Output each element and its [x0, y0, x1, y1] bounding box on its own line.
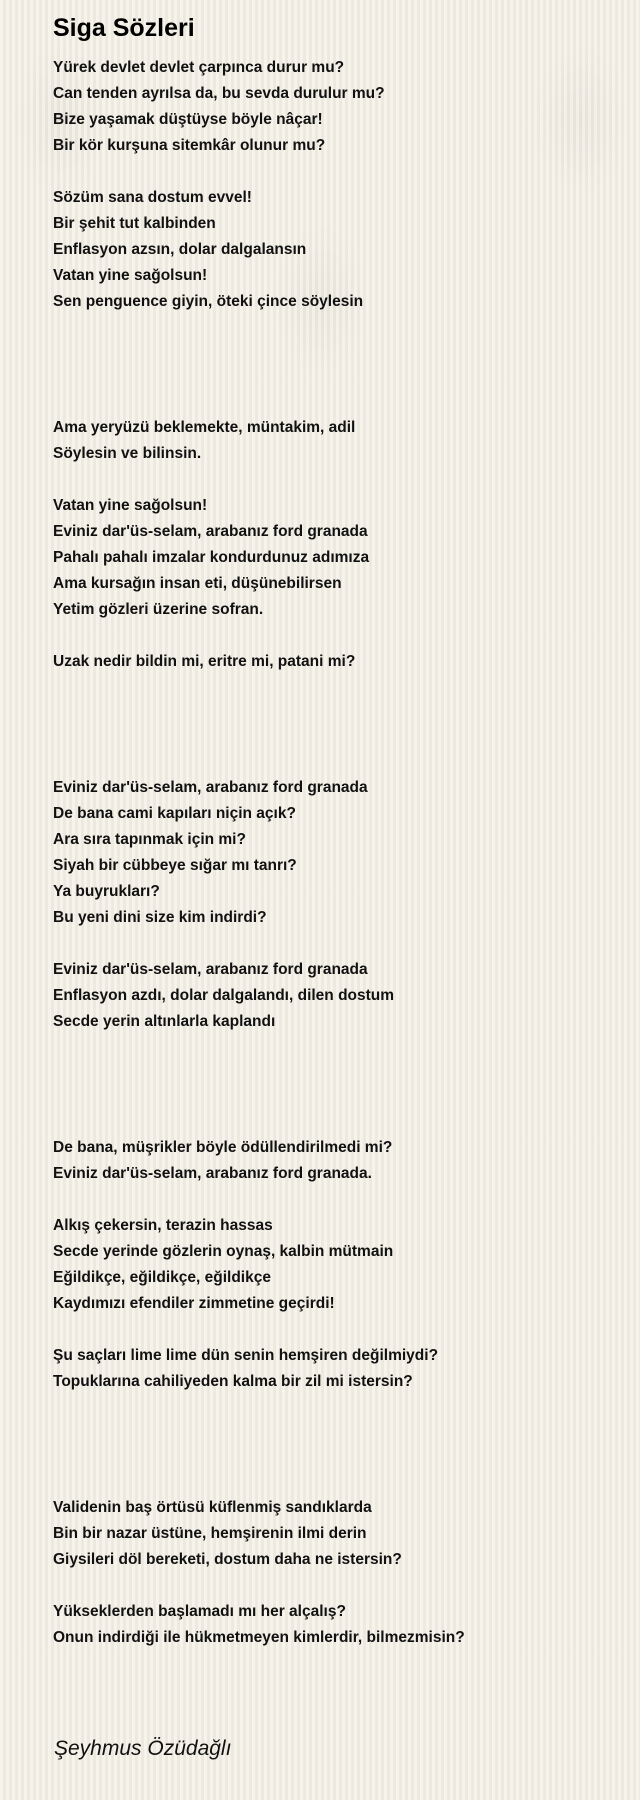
stanza [53, 775, 623, 931]
stanza [53, 185, 623, 315]
poem-line: Giysileri döl bereketi, dostum daha ne istersin? [53, 1551, 402, 1568]
stanza [53, 1135, 623, 1187]
poem-line: Enflasyon azsın, dolar dalgalansın [53, 241, 307, 258]
poem-line: Topuklarına cahiliyeden kalma bir zil mi istersin? [53, 1373, 413, 1390]
poem-line: Ama yeryüzü beklemekte, müntakim, adil [53, 419, 356, 436]
poem-body [53, 55, 623, 1651]
poem-title: Siga Sözleri [53, 14, 195, 42]
poem-line: Bir şehit tut kalbinden [53, 215, 216, 232]
stanza [53, 1495, 623, 1573]
poem-line: Alkış çekersin, terazin hassas [53, 1217, 273, 1234]
poem-line: Söylesin ve bilinsin. [53, 445, 202, 462]
poem-line: Eviniz dar'üs-selam, arabanız ford granada [53, 961, 368, 978]
poem-line: Pahalı pahalı imzalar kondurdunuz adımıza [53, 549, 370, 566]
poem-line: Bir kör kurşuna sitemkâr olunur mu? [53, 137, 326, 154]
poem-line: Enflasyon azdı, dolar dalgalandı, dilen dostum [53, 987, 395, 1004]
poem-line: Can tenden ayrılsa da, bu sevda durulur mu? [53, 85, 385, 102]
poem-line: Bize yaşamak düştüyse böyle nâçar! [53, 111, 323, 128]
poem-line: Sözüm sana dostum evvel! [53, 189, 252, 206]
poem-container [53, 8, 623, 1651]
poem-line: Bu yeni dini size kim indirdi? [53, 909, 267, 926]
stanza [53, 957, 623, 1035]
poem-author: Şeyhmus Özüdağlı [54, 1737, 232, 1760]
poem-line: Onun indirdiği ile hükmetmeyen kimlerdir, bilmezmisin? [53, 1629, 465, 1646]
poem-line: Siyah bir cübbeye sığar mı tanrı? [53, 857, 297, 874]
poem-line: Eviniz dar'üs-selam, arabanız ford granada. [53, 1165, 372, 1182]
poem-line: Eğildikçe, eğildikçe, eğildikçe [53, 1269, 271, 1286]
poem-line: Yürek devlet devlet çarpınca durur mu? [53, 59, 345, 76]
poem-line: Yükseklerden başlamadı mı her alçalış? [53, 1603, 346, 1620]
poem-line: Vatan yine sağolsun! [53, 267, 208, 284]
poem-line: Uzak nedir bildin mi, eritre mi, patani mi? [53, 653, 356, 670]
stanza [53, 55, 623, 159]
poem-line: Secde yerin altınlarla kaplandı [53, 1013, 276, 1030]
poem-line: Bin bir nazar üstüne, hemşirenin ilmi derin [53, 1525, 367, 1542]
poem-line: De bana, müşrikler böyle ödüllendirilmedi mi? [53, 1139, 393, 1156]
stanza [53, 1599, 623, 1651]
poem-line: Şu saçları lime lime dün senin hemşiren değilmiydi? [53, 1347, 439, 1364]
poem-line: Ama kursağın insan eti, düşünebilirsen [53, 575, 342, 592]
stanza [53, 493, 623, 623]
stanza [53, 1343, 623, 1395]
poem-line: Validenin baş örtüsü küflenmiş sandıklarda [53, 1499, 372, 1516]
poem-line: Yetim gözleri üzerine sofran. [53, 601, 264, 618]
poem-line: Ara sıra tapınmak için mi? [53, 831, 246, 848]
stanza [53, 1213, 623, 1317]
poem-line: Ya buyrukları? [53, 883, 160, 900]
poem-line: Sen penguence giyin, öteki çince söylesin [53, 293, 364, 310]
poem-line: Secde yerinde gözlerin oynaş, kalbin mütmain [53, 1243, 394, 1260]
poem-line: Vatan yine sağolsun! [53, 497, 208, 514]
poem-line: Kaydımızı efendiler zimmetine geçirdi! [53, 1295, 335, 1312]
stanza [53, 415, 623, 467]
poem-line: Eviniz dar'üs-selam, arabanız ford granada [53, 779, 368, 796]
stanza [53, 649, 623, 675]
poem-line: De bana cami kapıları niçin açık? [53, 805, 296, 822]
poem-line: Eviniz dar'üs-selam, arabanız ford granada [53, 523, 368, 540]
